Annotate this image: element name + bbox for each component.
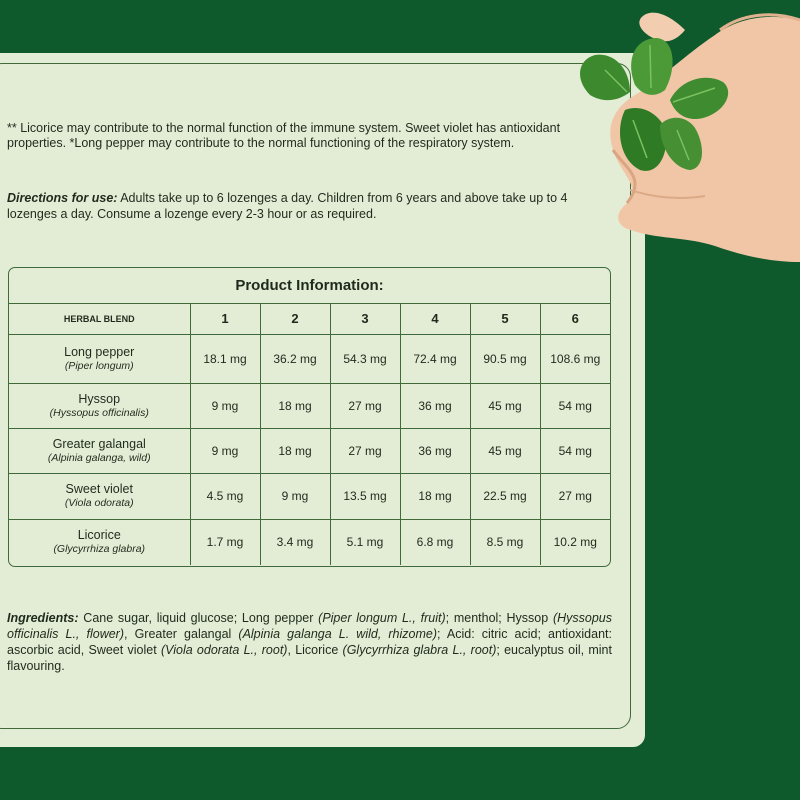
directions-label: Directions for use: (7, 191, 118, 205)
dose-cell: 3.4 mg (260, 519, 330, 565)
herb-latin-name: (Hyssopus officinalis) (49, 406, 149, 419)
herbal-blend-table (9, 304, 610, 565)
dose-cell: 22.5 mg (470, 473, 540, 519)
dose-cell: 54 mg (540, 383, 610, 428)
header-col-6: 6 (540, 304, 610, 334)
ingredients-list (7, 610, 612, 674)
herb-common-name: Long pepper (64, 344, 135, 359)
ingredients-text: Cane sugar, liquid glucose; Long pepper (78, 611, 319, 625)
herb-name-cell (9, 473, 190, 519)
header-col-5: 5 (470, 304, 540, 334)
ingredients-text: (Glycyrrhiza glabra L., root) (342, 643, 497, 657)
dose-cell: 36.2 mg (260, 334, 330, 383)
table-header-row (9, 304, 610, 334)
ingredients-text: , Greater galangal (124, 627, 239, 641)
dose-cell: 45 mg (470, 383, 540, 428)
dose-cell: 10.2 mg (553, 535, 597, 550)
dose-cell: 27 mg (330, 383, 400, 428)
table-title: Product Information: (9, 268, 610, 304)
health-claims-note: ** Licorice may contribute to the normal function of the immune system. Sweet violet has antioxidant properties. *Long pepper may contribute to the normal functioning of the respiratory system. (7, 121, 561, 150)
directions-text: Adults take up to 6 lozenges a day. Children from 6 years and above take up to 4 lozenges a day. Consume a lozenge every 2-3 hour or as required. (7, 191, 568, 221)
dose-cell: 8.5 mg (470, 519, 540, 565)
header-col-3: 3 (330, 304, 400, 334)
herb-latin-name: (Piper longum) (64, 359, 134, 372)
dose-cell: 45 mg (470, 428, 540, 473)
dose-cell: 27 mg (330, 428, 400, 473)
herb-common-name: Greater galangal (52, 436, 146, 451)
ingredients-text: (Viola odorata L., root) (160, 643, 288, 657)
ingredients-label: Ingredients: (7, 611, 79, 625)
header-col-4: 4 (400, 304, 470, 334)
directions-for-use (7, 190, 607, 222)
dose-cell: 18 mg (400, 473, 470, 519)
ingredients-text: (Piper longum L., fruit) (318, 611, 446, 625)
dose-cell: 27 mg (540, 473, 610, 519)
dose-cell: 18.1 mg (190, 334, 260, 383)
dose-cell: 9 mg (190, 383, 260, 428)
header-herbal-blend: HERBAL BLEND (9, 304, 190, 334)
table-row (9, 383, 610, 428)
table-row (9, 519, 610, 565)
ingredients-text: (Alpinia galanga L. wild, rhizome) (238, 627, 438, 641)
herb-name-cell (9, 334, 190, 383)
herb-name-cell (9, 519, 190, 565)
herb-name-cell (9, 428, 190, 473)
dose-cell: 36 mg (400, 383, 470, 428)
dose-cell: 90.5 mg (470, 334, 540, 383)
herb-latin-name: (Viola odorata) (64, 497, 134, 509)
herb-common-name: Sweet violet (65, 482, 133, 496)
dose-cell: 36 mg (400, 428, 470, 473)
dose-cell: 1.7 mg (190, 519, 260, 565)
herb-latin-name: (Glycyrrhiza glabra) (53, 543, 146, 556)
ingredients-text: ; menthol; Hyssop (445, 611, 553, 625)
dose-cell: 108.6 mg (540, 334, 610, 383)
herb-name-cell (9, 383, 190, 428)
ingredients-text: ; Acid: citric acid; antioxidant: ascorbic acid, Sweet violet (7, 627, 612, 657)
table-row (9, 473, 610, 519)
ingredients-text: (Hyssopus officinalis L., flower) (7, 611, 612, 641)
dose-cell: 5.1 mg (330, 519, 400, 565)
ingredients-text: , Licorice (287, 643, 343, 657)
header-col-1: 1 (190, 304, 260, 334)
header-col-2: 2 (260, 304, 330, 334)
dose-cell: 72.4 mg (400, 334, 470, 383)
dose-cell: 18 mg (260, 428, 330, 473)
table-row (9, 428, 610, 473)
dose-cell: 9 mg (190, 428, 260, 473)
dose-cell: 54 mg (540, 428, 610, 473)
product-information-table (8, 267, 611, 567)
herb-common-name: Licorice (77, 528, 121, 543)
hand-holding-mint-image (565, 0, 800, 270)
dose-cell: 13.5 mg (330, 473, 400, 519)
table-row (9, 334, 610, 383)
dose-cell: 4.5 mg (190, 473, 260, 519)
dose-cell: 18 mg (260, 383, 330, 428)
herb-common-name: Hyssop (78, 391, 121, 406)
ingredients-text: ; eucalyptus oil, mint flavouring. (7, 643, 612, 673)
dose-cell: 6.8 mg (400, 519, 470, 565)
dose-cell: 9 mg (260, 473, 330, 519)
dose-cell: 54.3 mg (330, 334, 400, 383)
herb-latin-name: (Alpinia galanga, wild) (47, 451, 151, 464)
